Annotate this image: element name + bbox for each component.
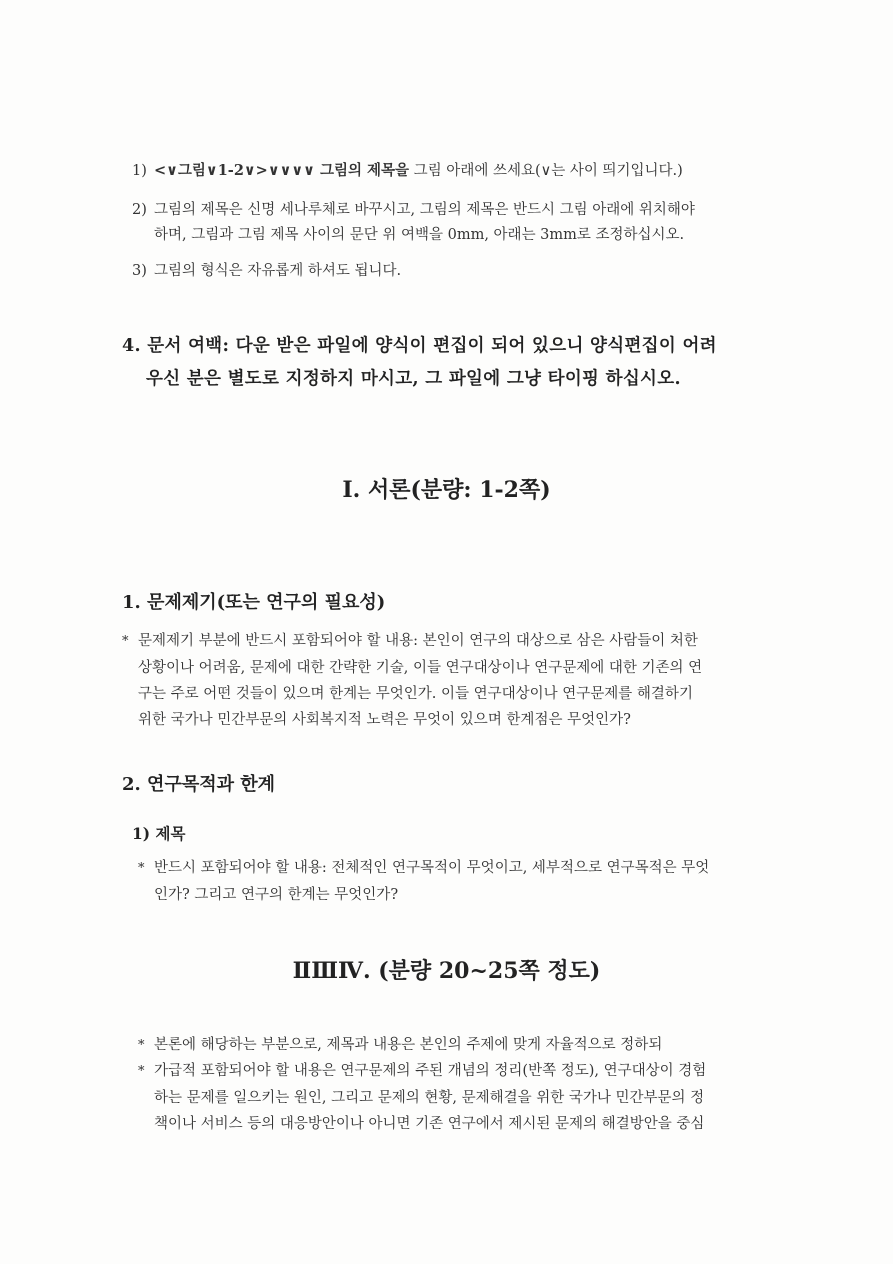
paragraph-line: 구는 주로 어떤 것들이 있으며 한계는 무엇인가. 이들 연구대상이나 연구문제를 해결하기 [138, 686, 693, 702]
figure-caption-format: <∨그림∨1-2∨>∨∨∨∨ 그림의 제목을 [154, 162, 410, 179]
margin-note-line: 4. 문서 여백: 다운 받은 파일에 양식이 편집이 되어 있으니 양식편집이 어려 [122, 336, 717, 356]
item-number: 2) [132, 202, 147, 218]
figure-note-text: 그림의 제목은 신명 세나루체로 바꾸시고, 그림의 제목은 반드시 그림 아래에 위치해야 [154, 202, 695, 218]
paragraph-line: 책이나 서비스 등의 대응방안이나 아니면 기존 연구에서 제시된 문제의 해결방안을 중심 [154, 1116, 705, 1132]
paragraph-line: 상황이나 어려움, 문제에 대한 간략한 기술, 이들 연구대상이나 연구문제에 대한 기존의 연 [138, 660, 703, 676]
paragraph-line: 하는 문제를 일으키는 원인, 그리고 문제의 현황, 문제해결을 위한 국가나 민간부문의 정 [154, 1090, 705, 1106]
section-heading: 1. 문제제기(또는 연구의 필요성) [122, 592, 386, 613]
paragraph-line: 본론에 해당하는 부분으로, 제목과 내용은 본인의 주제에 맞게 자율적으로 정하되 [154, 1037, 663, 1053]
asterisk-bullet: * [138, 1038, 145, 1053]
item-number: 1) [132, 163, 147, 179]
body-note-2 [138, 1058, 772, 1137]
paragraph-line: 가급적 포함되어야 할 내용은 연구문제의 주된 개념의 정리(반쪽 정도), 연구대상이 경험 [154, 1063, 707, 1079]
figure-note-3 [132, 260, 401, 282]
figure-note-text: 그림 아래에 쓰세요(∨는 사이 띄기입니다.) [409, 163, 683, 179]
asterisk-bullet: * [122, 634, 129, 649]
chapter-title: Ⅰ. 서론(분량: 1-2쪽) [342, 477, 551, 503]
paragraph-line: 위한 국가나 민간부문의 사회복지적 노력은 무엇이 있으며 한계점은 무엇인가? [138, 712, 631, 728]
paragraph-line: 반드시 포함되어야 할 내용: 전체적인 연구목적이 무엇이고, 세부적으로 연구목적은 무엇 [154, 860, 710, 876]
item-number: 3) [132, 263, 147, 279]
figure-note-text: 하며, 그림과 그림 제목 사이의 문단 위 여백을 0mm, 아래는 3mm로 조정하십시오. [154, 227, 685, 243]
section2-paragraph [138, 855, 772, 908]
section1-paragraph [122, 628, 772, 733]
asterisk-bullet: * [138, 1064, 145, 1079]
section-heading: 2. 연구목적과 한계 [122, 774, 276, 795]
margin-note-line: 우신 분은 별도로 지정하지 마시고, 그 파일에 그냥 타이핑 하십시오. [146, 369, 681, 389]
margin-note [122, 331, 717, 394]
figure-note-1 [132, 160, 683, 182]
asterisk-bullet: * [138, 861, 145, 876]
paragraph-line: 인가? 그리고 연구의 한계는 무엇인가? [154, 887, 399, 903]
figure-note-text: 그림의 형식은 자유롭게 하셔도 됩니다. [154, 263, 402, 279]
body-note-1 [138, 1032, 772, 1059]
chapter-title: ⅡⅢⅣ. (분량 20~25쪽 정도) [292, 958, 601, 984]
figure-note-2 [132, 199, 695, 246]
paragraph-line: 문제제기 부분에 반드시 포함되어야 할 내용: 본인이 연구의 대상으로 삼은 사람들이 처한 [138, 633, 698, 649]
subsection-heading: 1) 제목 [132, 824, 186, 843]
